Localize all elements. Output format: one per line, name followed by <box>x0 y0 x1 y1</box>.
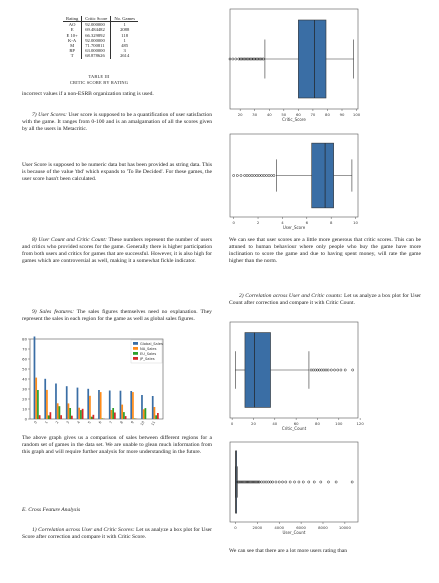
outlier-point <box>258 174 260 176</box>
outlier-point <box>327 369 329 371</box>
paragraph: incorrect values if a non-ESRB organization rating is used. <box>22 91 154 97</box>
bar <box>100 392 102 419</box>
table-caption-title: CRITIC SCORE BY RATING <box>69 80 129 85</box>
x-tick-label: 8 <box>329 220 333 225</box>
bar <box>102 418 104 419</box>
x-tick-label: 10 <box>139 420 146 427</box>
y-tick-label: 40 <box>22 376 27 382</box>
y-tick-label: 60 <box>22 356 27 362</box>
outlier-point <box>308 481 310 483</box>
x-tick-label: 5 <box>87 420 92 425</box>
outlier-point <box>273 174 275 176</box>
bar <box>91 417 93 419</box>
table-header: Critic Score <box>82 16 111 22</box>
y-tick-label: 50 <box>22 366 27 372</box>
outlier-point <box>256 174 258 176</box>
x-tick-label: 7 <box>108 420 114 425</box>
plot-frame <box>230 442 358 522</box>
bar <box>89 396 91 419</box>
table-cell: 92.000000 <box>82 38 111 43</box>
x-tick-label: 0 <box>234 525 237 530</box>
outlier-point <box>262 58 264 60</box>
bar <box>37 390 39 419</box>
table-cell: RP <box>63 48 82 53</box>
x-tick-label: 70 <box>310 112 316 117</box>
outlier-point <box>270 174 272 176</box>
outlier-point <box>246 174 248 176</box>
outlier-point <box>240 174 242 176</box>
table-cell: 3 <box>123 48 126 54</box>
subsection-heading: 7) User Scores: <box>32 112 67 118</box>
outlier-point <box>267 481 269 483</box>
x-tick-label: 50 <box>281 112 287 117</box>
y-tick-label: 30 <box>22 386 27 392</box>
outlier-point <box>316 369 318 371</box>
legend-swatch <box>133 357 138 360</box>
table-cell: 68.878626 <box>82 53 111 58</box>
outlier-point <box>281 481 283 483</box>
paragraph-user-score <box>22 112 212 133</box>
bar <box>68 403 70 419</box>
outlier-point <box>289 481 291 483</box>
table-cell: AO <box>63 22 82 28</box>
table-header: Rating <box>63 16 82 22</box>
x-tick-label: 30 <box>252 112 258 117</box>
paragraph-correlation <box>22 527 212 541</box>
paragraph-correlation-counts <box>229 293 421 307</box>
x-tick-label: 80 <box>315 421 320 426</box>
subsection-heading: 9) Sales features: <box>32 309 74 315</box>
bar <box>55 384 57 420</box>
outlier-point <box>236 174 238 176</box>
table-cell: 485 <box>121 43 129 49</box>
table-cell: 2088 <box>120 27 130 33</box>
outlier-point <box>251 174 253 176</box>
table-cell: T <box>63 53 82 58</box>
legend-swatch <box>133 352 138 355</box>
user-score-boxplot <box>222 130 362 235</box>
x-tick-label: 0 <box>33 420 38 425</box>
y-tick-label: 0 <box>24 416 27 422</box>
table-cell: 92.000000 <box>82 22 111 28</box>
table-cell: 2614 <box>120 53 130 59</box>
table-caption-number: TABLE III <box>88 74 110 79</box>
bar <box>93 415 95 419</box>
table-cell: 118 <box>121 32 129 38</box>
outlier-point <box>261 174 263 176</box>
bar <box>120 391 122 419</box>
x-tick-label: 60 <box>295 112 301 117</box>
bar <box>50 412 52 419</box>
box-iqr <box>312 143 334 208</box>
table-cell: 1 <box>123 22 126 28</box>
x-axis-label: Critic_Score <box>282 117 306 122</box>
outlier-point <box>314 369 316 371</box>
x-tick-label: 60 <box>293 421 299 426</box>
outlier-point <box>263 174 265 176</box>
bar <box>130 391 132 419</box>
outlier-point <box>269 481 271 483</box>
legend-swatch <box>133 342 138 345</box>
y-tick-label: 10 <box>22 406 27 412</box>
bar <box>134 418 136 419</box>
outlier-point <box>265 174 267 176</box>
table-cell: E 10+ <box>63 33 82 38</box>
bar <box>87 389 89 419</box>
outlier-point <box>261 481 263 483</box>
paragraph-text: User score is supposed to be a quantification of user satisfaction with the game. It ranges from 0-100 and is an amalgamation of all the scores given by all the users in Metacritic. <box>22 112 213 132</box>
bar <box>155 415 157 419</box>
x-tick-label: 2 <box>54 420 60 425</box>
paragraph-text: Let us analyze a box plot for User Score after correction and compare it with Critic Score. <box>22 527 212 540</box>
x-tick-label: 40 <box>266 112 272 117</box>
table-cell: 66.329892 <box>82 33 111 38</box>
rating-table <box>63 16 138 59</box>
paragraph: We can see that user scores are a little more generous that critic scores. This can be attuned to human behaviour where only people who buy the game have more inclination to score the game and due to having spent money, will rate the game higher than the norm. <box>229 237 421 264</box>
outlier-point <box>323 369 325 371</box>
bar <box>66 386 68 419</box>
x-tick-label: 90 <box>339 112 345 117</box>
bar <box>46 390 48 419</box>
x-tick-label: 2000 <box>252 525 263 530</box>
subsection-heading: 8) User Count and Critic Count: <box>32 237 107 243</box>
table-header-row <box>63 16 138 22</box>
outlier-point <box>351 481 353 483</box>
table-cell: 1 <box>123 37 126 43</box>
paragraph-text: These numbers represent the number of users and critics who provided scores for the game. Generally there is higher participation from both users and critics for games that are successful. However, it is also high for games which are controversial as well, making it a somewhat fickle indicator. <box>22 237 212 264</box>
x-tick-label: 10000 <box>338 525 351 530</box>
subsection-heading: 1) Correlation across User and Critic Scores: <box>32 527 135 533</box>
outlier-point <box>275 481 277 483</box>
x-tick-label: 100 <box>335 421 343 426</box>
bar <box>111 410 113 419</box>
outlier-point <box>233 174 235 176</box>
outlier-point <box>263 481 265 483</box>
y-tick-label: 20 <box>22 396 27 402</box>
critic-score-boxplot <box>222 5 362 127</box>
outlier-point <box>352 369 354 371</box>
x-tick-label: 100 <box>352 112 361 117</box>
x-tick-label: 20 <box>251 421 256 426</box>
outlier-point <box>302 481 304 483</box>
bar <box>125 416 127 419</box>
paragraph-sales <box>22 309 212 323</box>
outlier-point <box>321 369 323 371</box>
table-cell: 63.000000 <box>82 48 111 53</box>
paragraph-text: Let us analyze a box plot for User Count after correction and compare it with Critic Count. <box>229 293 421 306</box>
outlier-point <box>320 481 322 483</box>
bar <box>132 392 134 419</box>
box-iqr <box>245 333 271 408</box>
paragraph-text: The sales figures themselves need no explanation. They represent the sales in each region for the game as well as global sales figures. <box>22 309 212 322</box>
rating-table-wrap <box>63 16 138 59</box>
bar <box>82 409 84 419</box>
outlier-point <box>313 481 315 483</box>
x-tick-label: 0 <box>230 421 234 426</box>
x-tick-label: 6 <box>305 220 309 225</box>
bar <box>35 378 37 419</box>
outlier-point <box>310 369 312 371</box>
x-tick-label: 1 <box>44 420 49 425</box>
outlier-point <box>312 369 314 371</box>
bar <box>154 407 156 419</box>
bar <box>152 396 154 419</box>
outlier-point <box>278 481 280 483</box>
outlier-point <box>325 369 327 371</box>
outlier-point <box>272 481 274 483</box>
legend-swatch <box>133 347 138 350</box>
x-tick-label: 3 <box>65 420 71 425</box>
bar <box>80 410 82 419</box>
bar <box>112 408 114 419</box>
paragraph: We can see that there are a lot more users rating than <box>229 548 348 554</box>
bar <box>78 408 80 419</box>
bar <box>71 416 73 419</box>
x-tick-label: 11 <box>150 420 157 427</box>
table-cell: 69.484482 <box>82 27 111 32</box>
bar <box>121 405 123 419</box>
outlier-point <box>327 481 329 483</box>
table-cell: K-A <box>63 38 82 43</box>
paragraph-user-count <box>22 237 212 265</box>
x-tick-label: 8 <box>119 420 124 425</box>
bar <box>57 403 59 419</box>
bar <box>157 413 159 419</box>
table-header: No. Games <box>111 16 138 22</box>
sales-bar-chart <box>18 335 168 433</box>
outlier-point <box>293 481 295 483</box>
outlier-point <box>285 481 287 483</box>
y-tick-label: 80 <box>22 336 27 342</box>
outlier-point <box>232 58 234 60</box>
legend-label: JP_Sales <box>140 356 155 361</box>
bar <box>60 415 62 419</box>
bar <box>145 408 147 419</box>
outlier-point <box>298 481 300 483</box>
table-cell: E <box>63 27 82 32</box>
x-tick-label: 120 <box>356 421 364 426</box>
x-tick-label: 4 <box>76 420 81 425</box>
bar <box>141 395 143 419</box>
bar <box>143 409 145 419</box>
x-tick-label: 0 <box>232 220 235 225</box>
user-count-boxplot <box>222 438 362 540</box>
section-heading: E. Cross Feature Analysis <box>22 507 81 513</box>
bar <box>109 391 111 420</box>
outlier-point <box>344 369 346 371</box>
x-tick-label: 80 <box>325 112 330 117</box>
bar <box>48 415 50 419</box>
bar <box>69 408 71 419</box>
paragraph: User Score is supposed to be numeric data but has been provided as string data. This is because of the value 'tbd' which expands to 'To Be Decided'. For these games, the user score hasn't been calculated. <box>22 162 212 182</box>
x-axis-label: Critic_Count <box>281 426 307 431</box>
outlier-point <box>265 481 267 483</box>
x-tick-label: 9 <box>130 420 135 425</box>
bar <box>77 388 79 419</box>
outlier-point <box>235 58 237 60</box>
bar <box>98 390 100 419</box>
x-axis-label: User_Score <box>282 225 306 230</box>
subsection-heading: 2) Correlation across User and Critic counts: <box>239 293 343 299</box>
x-tick-label: 6 <box>97 420 103 425</box>
legend-label: EU_Sales <box>140 351 157 356</box>
x-tick-label: 20 <box>237 112 243 117</box>
legend-label: Global_Sales <box>140 341 163 346</box>
table-cell: 71.700811 <box>82 43 111 48</box>
table-row <box>63 53 138 58</box>
bar <box>114 413 116 420</box>
outlier-point <box>335 481 337 483</box>
x-tick-label: 4 <box>281 220 284 225</box>
outlier-point <box>330 369 332 371</box>
table-cell: M <box>63 43 82 48</box>
x-tick-label: 10 <box>353 220 358 225</box>
bar <box>39 415 41 419</box>
x-tick-label: 4000 <box>274 525 285 530</box>
x-tick-label: 6000 <box>296 525 306 530</box>
y-tick-label: 70 <box>22 346 27 352</box>
outlier-point <box>244 174 246 176</box>
outlier-point <box>319 369 321 371</box>
outlier-point <box>340 369 342 371</box>
outlier-point <box>248 174 250 176</box>
outlier-point <box>337 369 339 371</box>
bar <box>59 406 61 419</box>
outlier-point <box>268 174 270 176</box>
critic-count-boxplot <box>222 318 362 436</box>
outlier-point <box>333 369 335 371</box>
bar <box>123 412 125 419</box>
x-tick-label: 8000 <box>318 525 328 530</box>
x-tick-label: 40 <box>272 421 278 426</box>
x-tick-label: 2 <box>256 220 260 225</box>
bar <box>34 337 36 420</box>
bar <box>44 379 46 419</box>
box-iqr <box>298 20 326 98</box>
outlier-point <box>253 174 255 176</box>
legend-label: NA_Sales <box>140 346 157 351</box>
x-axis-label: User_Count <box>282 530 306 535</box>
paragraph: The above graph gives us a comparison of sales between different regions for a random set of games in the data set. We are unable to glean much information from this graph and will require further analysis for more understanding in the future. <box>22 435 212 455</box>
